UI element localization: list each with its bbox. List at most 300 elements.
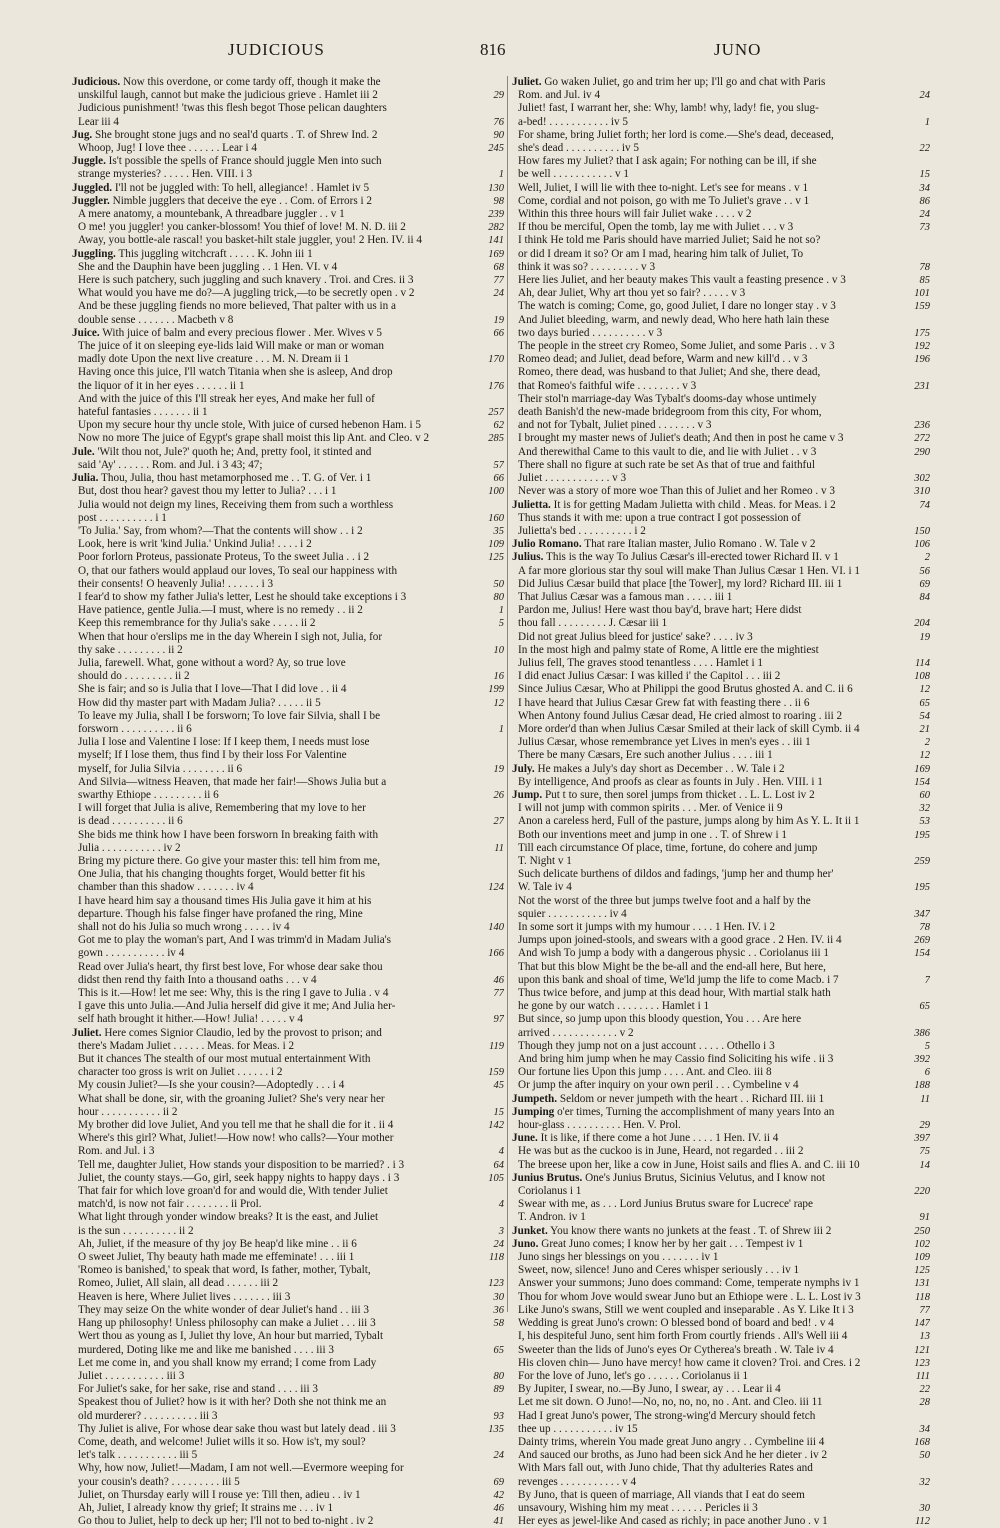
quotation-text: Both our inventions meet and jump in one . . T. of Shrew i 1: [518, 828, 787, 841]
concordance-line: [512, 168, 930, 181]
concordance-line: [72, 1383, 504, 1396]
concordance-line: [72, 1119, 504, 1132]
concordance-line: [512, 472, 930, 485]
quotation-text: The people in the street cry Romeo, Some Juliet, and some Paris . . v 3: [518, 340, 835, 353]
line-reference: 85: [919, 275, 930, 287]
concordance-line: [72, 578, 504, 591]
concordance-line: [512, 1211, 930, 1224]
concordance-line: [512, 670, 930, 683]
quotation-text: For shame, bring Juliet forth; her lord is come.—She's dead, deceased,: [518, 128, 834, 141]
line-reference: 56: [919, 565, 930, 577]
line-reference: 272: [914, 433, 930, 445]
line-reference: 6: [924, 1067, 930, 1079]
concordance-line: [512, 657, 930, 670]
concordance-line: [72, 1053, 504, 1066]
concordance-line: [72, 525, 504, 538]
quotation-text: Seldom or never jumpeth with the heart . . Richard III. iii 1: [559, 1092, 825, 1105]
concordance-line: [512, 353, 930, 366]
line-reference: 19: [493, 763, 504, 775]
quotation-text: Julius fell, The graves stood tenantless . . . . Hamlet i 1: [518, 656, 763, 669]
quotation-text: Juliet . . . . . . . . . . . iii 3: [78, 1369, 185, 1382]
concordance-line: [512, 868, 930, 881]
concordance-line: [72, 1251, 504, 1264]
concordance-line: [512, 1172, 930, 1185]
quotation-text: unsavoury, Wishing him my meat . . . . . . Pericles ii 3: [518, 1501, 758, 1514]
concordance-line: [72, 789, 504, 802]
concordance-line: [512, 248, 930, 261]
concordance-line: [512, 842, 930, 855]
quotation-text: myself, for Julia Silvia . . . . . . . . ii 6: [78, 762, 243, 775]
concordance-line: [72, 1462, 504, 1475]
concordance-line: [512, 1370, 930, 1383]
line-reference: 19: [919, 631, 930, 643]
line-reference: 125: [914, 1265, 930, 1277]
quotation-text: hour . . . . . . . . . . . ii 2: [78, 1105, 178, 1118]
line-reference: 1: [498, 169, 504, 181]
quotation-text: That Julius Cæsar was a famous man . . . . . iii 1: [518, 590, 733, 603]
headword: Junket.: [512, 1224, 548, 1237]
concordance-line: [72, 1132, 504, 1145]
quotation-text: By intelligence, And proofs as clear as founts in July . Hen. VIII. i 1: [518, 775, 823, 788]
concordance-line: [72, 802, 504, 815]
concordance-line: [72, 1264, 504, 1277]
quotation-text: Tell me, daughter Juliet, How stands your disposition to be married? . i 3: [78, 1158, 405, 1171]
line-reference: 34: [919, 182, 930, 194]
quotation-text: W. Tale iv 4: [518, 881, 572, 894]
concordance-line: [512, 182, 930, 195]
quotation-text: Rom. and Jul. i 3: [78, 1145, 155, 1158]
quotation-text: she's dead . . . . . . . . . . iv 5: [518, 142, 640, 155]
quotation-text: Not the worst of the three but jumps twelve foot and a half by the: [518, 894, 811, 907]
quotation-text: hateful fantasies . . . . . . . ii 1: [78, 406, 208, 419]
line-reference: 97: [493, 1014, 504, 1026]
quotation-text: Jumps upon joined-stools, and swears with a good grace . 2 Hen. IV. ii 4: [518, 934, 842, 947]
concordance-line: [72, 617, 504, 630]
concordance-line: [72, 749, 504, 762]
line-reference: 77: [493, 988, 504, 1000]
concordance-line: [512, 485, 930, 498]
concordance-line: [512, 380, 930, 393]
headword: June.: [512, 1132, 538, 1145]
quotation-text: Bring my picture there. Go give your master this: tell him from me,: [78, 854, 380, 867]
right-column: [512, 76, 930, 1528]
quotation-text: thou fall . . . . . . . . . J. Cæsar iii 1: [518, 617, 668, 630]
line-reference: 142: [488, 1120, 504, 1132]
concordance-line: [512, 1132, 930, 1145]
concordance-line: [512, 102, 930, 115]
concordance-line: [72, 1198, 504, 1211]
concordance-line: [512, 974, 930, 987]
line-reference: 130: [488, 182, 504, 194]
concordance-line: [512, 631, 930, 644]
concordance-line: [512, 1410, 930, 1423]
concordance-line: [512, 525, 930, 538]
line-reference: 111: [915, 1370, 930, 1382]
quotation-text: Well, Juliet, I will lie with thee to-night. Let's see for means . v 1: [518, 181, 809, 194]
quotation-text: Let me come in, and you shall know my errand; I come from Lady: [78, 1356, 377, 1369]
concordance-line: [72, 683, 504, 696]
concordance-line: [72, 538, 504, 551]
line-reference: 195: [914, 829, 930, 841]
line-reference: 154: [914, 948, 930, 960]
line-reference: 24: [919, 209, 930, 221]
concordance-line: [512, 895, 930, 908]
concordance-line: [72, 1344, 504, 1357]
quotation-text: murdered, Doting like me and like me banished . . . . iii 3: [78, 1343, 335, 1356]
concordance-line: [72, 1013, 504, 1026]
concordance-line: [512, 1119, 930, 1132]
concordance-line: [512, 221, 930, 234]
line-reference: 169: [914, 763, 930, 775]
line-reference: 77: [493, 275, 504, 287]
line-reference: 13: [919, 1331, 930, 1343]
line-reference: 65: [493, 1344, 504, 1356]
quotation-text: My cousin Juliet?—Is she your cousin?—Adoptedly . . . i 4: [78, 1079, 345, 1092]
quotation-text: Coriolanus i 1: [518, 1185, 582, 1198]
line-reference: 34: [919, 1423, 930, 1435]
line-reference: 141: [488, 235, 504, 247]
quotation-text: Sweet, now, silence! Juno and Ceres whisper seriously . . . iv 1: [518, 1264, 800, 1277]
line-reference: 12: [493, 697, 504, 709]
concordance-line: [72, 76, 504, 89]
concordance-line: [512, 551, 930, 564]
quotation-text: Juno sings her blessings on you . . . . . . . iv 1: [518, 1251, 719, 1264]
quotation-text: Julia would not deign my lines, Receiving them from such a worthless: [78, 498, 394, 511]
concordance-line: [72, 1317, 504, 1330]
concordance-line: [72, 644, 504, 657]
concordance-line: [512, 578, 930, 591]
quotation-text: For Juliet's sake, for her sake, rise and stand . . . . iii 3: [78, 1383, 319, 1396]
quotation-text: Why, how now, Juliet!—Madam, I am not well.—Evermore weeping for: [78, 1462, 404, 1475]
concordance-line: [512, 591, 930, 604]
line-reference: 102: [914, 1238, 930, 1250]
quotation-text: he gone by our watch . . . . . . . . Hamlet i 1: [518, 1000, 710, 1013]
quotation-text: 'To Julia.' Say, from whom?—That the contents will show . . i 2: [78, 524, 363, 537]
concordance-line: [512, 1185, 930, 1198]
concordance-line: [512, 987, 930, 1000]
quotation-text: With Mars fall out, with Juno chide, That thy adulteries Rates and: [518, 1462, 813, 1475]
line-reference: 100: [488, 486, 504, 498]
concordance-line: [512, 1396, 930, 1409]
line-reference: 105: [488, 1172, 504, 1184]
concordance-line: [72, 129, 504, 142]
quotation-text: Heaven is here, Where Juliet lives . . . . . . . iii 3: [78, 1290, 291, 1303]
concordance-line: [72, 763, 504, 776]
quotation-text: Go thou to Juliet, help to deck up her; I'll not to bed to-night . iv 2: [78, 1515, 374, 1528]
quotation-text: self hath brought it hither.—How! Julia! . . . . . v 4: [78, 1013, 303, 1026]
line-reference: 30: [919, 1502, 930, 1514]
quotation-text: Anon a careless herd, Full of the pasture, jumps along by him As Y. L. It ii 1: [518, 815, 860, 828]
line-reference: 58: [493, 1318, 504, 1330]
concordance-line: [72, 89, 504, 102]
concordance-line: [512, 1000, 930, 1013]
quotation-text: I will not jump with common spirits . . . Mer. of Venice ii 9: [518, 802, 783, 815]
concordance-line: [72, 961, 504, 974]
line-reference: 12: [919, 750, 930, 762]
line-reference: 150: [914, 525, 930, 537]
concordance-line: [512, 142, 930, 155]
quotation-text: Keep this remembrance for thy Julia's sake . . . . . ii 2: [78, 617, 316, 630]
line-reference: 65: [919, 1001, 930, 1013]
headword: Jule.: [72, 445, 95, 458]
quotation-text: or did I dream it so? Or am I mad, hearing him talk of Juliet, To: [518, 247, 804, 260]
quotation-text: Lear iii 4: [78, 115, 120, 128]
concordance-line: [72, 710, 504, 723]
quotation-text: arrived . . . . . . . . . . . . v 2: [518, 1026, 634, 1039]
quotation-text: I have heard him say a thousand times His Julia gave it him at his: [78, 894, 372, 907]
quotation-text: Though they jump not on a just account . . . . . Othello i 3: [518, 1039, 775, 1052]
quotation-text: old murderer? . . . . . . . . . . iii 3: [78, 1409, 218, 1422]
concordance-line: [72, 829, 504, 842]
quotation-text: Thus stands it with me: upon a true contract I got possession of: [518, 511, 801, 524]
concordance-line: [512, 1383, 930, 1396]
concordance-line: [512, 683, 930, 696]
line-reference: 60: [919, 789, 930, 801]
concordance-line: [72, 1000, 504, 1013]
quotation-text: Romeo, there dead, was husband to that Juliet; And she, there dead,: [518, 366, 821, 379]
quotation-text: Great Juno comes; I know her by her gait . . . Tempest iv 1: [541, 1237, 804, 1250]
headword: Julietta.: [512, 498, 551, 511]
quotation-text: And sauced our broths, as Juno had been sick And he her dieter . iv 2: [518, 1449, 828, 1462]
quotation-text: You know there wants no junkets at the feast . T. of Shrew iii 2: [550, 1224, 832, 1237]
quotation-text: death Banish'd the new-made bridegroom from this city, For whom,: [518, 406, 822, 419]
quotation-text: The juice of it on sleeping eye-lids laid Will make or man or woman: [78, 340, 384, 353]
line-reference: 73: [919, 222, 930, 234]
left-column: [72, 76, 504, 1528]
quotation-text: upon this bank and shoal of time, We'ld jump the life to come Macb. i 7: [518, 973, 839, 986]
line-reference: 282: [488, 222, 504, 234]
line-reference: 114: [915, 657, 930, 669]
quotation-text: Have patience, gentle Julia.—I must, where is no remedy . . ii 2: [78, 604, 363, 617]
concordance-line: [512, 1489, 930, 1502]
quotation-text: Or jump the after inquiry on your own peril . . . Cymbeline v 4: [518, 1079, 799, 1092]
concordance-line: [72, 1225, 504, 1238]
concordance-line: [72, 1476, 504, 1489]
line-reference: 16: [493, 671, 504, 683]
concordance-line: [72, 1040, 504, 1053]
concordance-line: [72, 195, 504, 208]
quotation-text: There be many Cæsars, Ere such another Julius . . . . iii 1: [518, 749, 773, 762]
quotation-text: Her eyes as jewel-like And cased as richly; in pace another Juno . v 1: [518, 1515, 828, 1528]
line-reference: 2: [924, 552, 930, 564]
concordance-line: [512, 208, 930, 221]
quotation-text: departure. Though his false finger have profaned the ring, Mine: [78, 907, 363, 920]
line-reference: 118: [489, 1252, 504, 1264]
concordance-line: [512, 155, 930, 168]
line-reference: 15: [919, 169, 930, 181]
concordance-line: [512, 300, 930, 313]
concordance-line: [72, 274, 504, 287]
line-reference: 3: [498, 1225, 504, 1237]
headword: Juggler.: [72, 194, 110, 207]
line-reference: 78: [919, 261, 930, 273]
line-reference: 199: [488, 684, 504, 696]
line-reference: 170: [488, 354, 504, 366]
line-reference: 65: [919, 697, 930, 709]
concordance-line: [512, 1449, 930, 1462]
line-reference: 54: [919, 710, 930, 722]
line-reference: 69: [493, 1476, 504, 1488]
line-reference: 121: [914, 1344, 930, 1356]
concordance-line: [72, 1079, 504, 1092]
line-reference: 11: [494, 842, 504, 854]
headword: Judicious.: [72, 76, 121, 88]
concordance-line: [72, 366, 504, 379]
line-reference: 386: [914, 1027, 930, 1039]
quotation-text: post . . . . . . . . . . i 1: [78, 511, 167, 524]
quotation-text: Dainty trims, wherein You made great Juno angry . . Cymbeline iii 4: [518, 1435, 825, 1448]
concordance-line: [512, 1423, 930, 1436]
concordance-line: [72, 221, 504, 234]
concordance-line: [512, 1238, 930, 1251]
line-reference: 74: [919, 499, 930, 511]
concordance-line: [72, 446, 504, 459]
quotation-text: said 'Ay' . . . . . . Rom. and Jul. i 3 43; 47;: [78, 458, 263, 471]
headword: Julia.: [72, 472, 99, 485]
concordance-line: [72, 432, 504, 445]
line-reference: 269: [914, 935, 930, 947]
quotation-text: She and the Dauphin have been juggling . . 1 Hen. VI. v 4: [78, 260, 338, 273]
line-reference: 50: [493, 578, 504, 590]
concordance-line: [72, 697, 504, 710]
concordance-line: [72, 472, 504, 485]
line-reference: 19: [493, 314, 504, 326]
quotation-text: Nimble jugglers that deceive the eye . . Com. of Errors i 2: [112, 194, 373, 207]
concordance-line: [72, 1436, 504, 1449]
line-reference: 397: [914, 1133, 930, 1145]
line-reference: 62: [493, 420, 504, 432]
quotation-text: That rare Italian master, Julio Romano . W. Tale v 2: [584, 538, 816, 551]
quotation-text: Whoop, Jug! I love thee . . . . . . Lear i 4: [78, 142, 257, 155]
quotation-text: Like Juno's swans, Still we went coupled and inseparable . As Y. Like It i 3: [518, 1303, 854, 1316]
quotation-text: I gave this unto Julia.—And Julia herself did give it me; And Julia her-: [78, 1000, 396, 1013]
concordance-line: [512, 604, 930, 617]
quotation-text: Speakest thou of Juliet? how is it with her? Doth she not think me an: [78, 1396, 387, 1409]
concordance-line: [72, 1106, 504, 1119]
line-reference: 118: [915, 1291, 930, 1303]
line-reference: 192: [914, 341, 930, 353]
concordance-line: [72, 895, 504, 908]
concordance-line: [512, 419, 930, 432]
concordance-line: [512, 565, 930, 578]
quotation-text: Swear with me, as . . . Lord Junius Brutus sware for Lucrece' rape: [518, 1198, 813, 1211]
concordance-line: [512, 1357, 930, 1370]
page-header: [0, 40, 1000, 70]
concordance-line: [72, 723, 504, 736]
quotation-text: a-bed! . . . . . . . . . . . iv 5: [518, 115, 628, 128]
concordance-line: [512, 1027, 930, 1040]
quotation-text: It is for getting Madam Julietta with child . Meas. for Meas. i 2: [553, 498, 836, 511]
concordance-line: [512, 802, 930, 815]
concordance-line: [512, 908, 930, 921]
concordance-line: [72, 459, 504, 472]
quotation-text: Did not great Julius bleed for justice' sake? . . . . iv 3: [518, 630, 753, 643]
line-reference: 123: [488, 1278, 504, 1290]
line-reference: 26: [493, 789, 504, 801]
concordance-line: [72, 248, 504, 261]
headword: Junius Brutus.: [512, 1171, 583, 1184]
concordance-line: [72, 947, 504, 960]
line-reference: 302: [914, 473, 930, 485]
concordance-line: [512, 710, 930, 723]
quotation-text: myself; If I lose them, thus find I by their loss For Valentine: [78, 749, 347, 762]
quotation-text: More order'd than when Julius Cæsar Smiled at their lack of skill Cymb. ii 4: [518, 722, 860, 735]
quotation-text: One Julia, that his changing thoughts forget, Would better fit his: [78, 868, 366, 881]
concordance-line: [512, 1251, 930, 1264]
headword: Julius.: [512, 551, 544, 564]
quotation-text: madly dote Upon the next live creature . . . M. N. Dream ii 1: [78, 353, 350, 366]
quotation-text: Julia, farewell. What, gone without a word? Ay, so true love: [78, 656, 346, 669]
quotation-text: Away, you bottle-ale rascal! you basket-hilt stale juggler, you! 2 Hen. IV. ii 4: [78, 234, 423, 247]
quotation-text: match'd, is now not fair . . . . . . . . ii Prol.: [78, 1198, 262, 1211]
concordance-line: [72, 1027, 504, 1040]
line-reference: 68: [493, 261, 504, 273]
line-reference: 21: [919, 723, 930, 735]
quotation-text: shall not do his Julia so much wrong . . . . . iv 4: [78, 921, 290, 933]
concordance-line: [72, 670, 504, 683]
quotation-text: Did Julius Cæsar build that place [the Tower], my lord? Richard III. iii 1: [518, 577, 843, 590]
line-reference: 5: [924, 1040, 930, 1052]
concordance-line: [72, 182, 504, 195]
quotation-text: I fear'd to show my father Julia's letter, Lest he should take exceptions i 3: [78, 590, 407, 603]
concordance-line: [72, 776, 504, 789]
quotation-text: O, that our fathers would applaud our loves, To seal our happiness with: [78, 564, 398, 577]
quotation-text: T. Night v 1: [518, 854, 572, 867]
quotation-text: Romeo dead; and Juliet, dead before, Warm and new kill'd . . v 3: [518, 353, 808, 366]
line-reference: 84: [919, 591, 930, 603]
line-reference: 75: [919, 1146, 930, 1158]
quotation-text: What shall be done, sir, with the groaning Juliet? She's very near her: [78, 1092, 385, 1105]
quotation-text: Got me to play the woman's part, And I was trimm'd in Madam Julia's: [78, 934, 392, 947]
line-reference: 50: [919, 1450, 930, 1462]
line-reference: 125: [488, 552, 504, 564]
concordance-line: [512, 76, 930, 89]
header-last-word: JUNO: [714, 40, 762, 59]
line-reference: 310: [914, 486, 930, 498]
headword: Juliet.: [72, 1026, 102, 1039]
concordance-line: [72, 300, 504, 313]
concordance-line: [512, 934, 930, 947]
concordance-line: [512, 234, 930, 247]
quotation-text: Ah, Juliet, I already know thy grief; It strains me . . . iv 1: [78, 1501, 334, 1514]
quotation-text: O sweet Juliet, Thy beauty hath made me effeminate! . . . iii 1: [78, 1251, 355, 1264]
concordance-line: [512, 1040, 930, 1053]
quotation-text: Ah, dear Juliet, Why art thou yet so fair? . . . . . v 3: [518, 287, 746, 300]
quotation-text: When that hour o'erslips me in the day Wherein I sigh not, Julia, for: [78, 630, 383, 643]
quotation-text: She bids me think how I have been forsworn In breaking faith with: [78, 828, 379, 841]
concordance-line: [512, 697, 930, 710]
concordance-line: [512, 1225, 930, 1238]
line-reference: 159: [488, 1067, 504, 1079]
quotation-text: He makes a July's day short as December . . W. Tale i 2: [537, 762, 785, 775]
quotation-text: To leave my Julia, shall I be forsworn; To love fair Silvia, shall I be: [78, 709, 381, 722]
quotation-text: character too gross is writ on Juliet . . . . . . i 2: [78, 1066, 283, 1079]
quotation-text: Where's this girl? What, Juliet!—How now! who calls?—Your mother: [78, 1132, 394, 1145]
quotation-text: Sweeter than the lids of Juno's eyes Or Cytherea's breath . W. Tale iv 4: [518, 1343, 834, 1356]
line-reference: 93: [493, 1410, 504, 1422]
quotation-text: Juliet, the county stays.—Go, girl, seek happy nights to happy days . i 3: [78, 1171, 400, 1184]
line-reference: 135: [488, 1423, 504, 1435]
line-reference: 64: [493, 1159, 504, 1171]
concordance-line: [512, 1093, 930, 1106]
concordance-line: [72, 815, 504, 828]
quotation-text: Come, cordial and not poison, go with me To Juliet's grave . . v 1: [518, 194, 810, 207]
line-reference: 66: [493, 473, 504, 485]
quotation-text: that Romeo's faithful wife . . . . . . . . v 3: [518, 379, 697, 392]
concordance-line: [512, 499, 930, 512]
line-reference: 109: [488, 539, 504, 551]
concordance-line: [72, 155, 504, 168]
